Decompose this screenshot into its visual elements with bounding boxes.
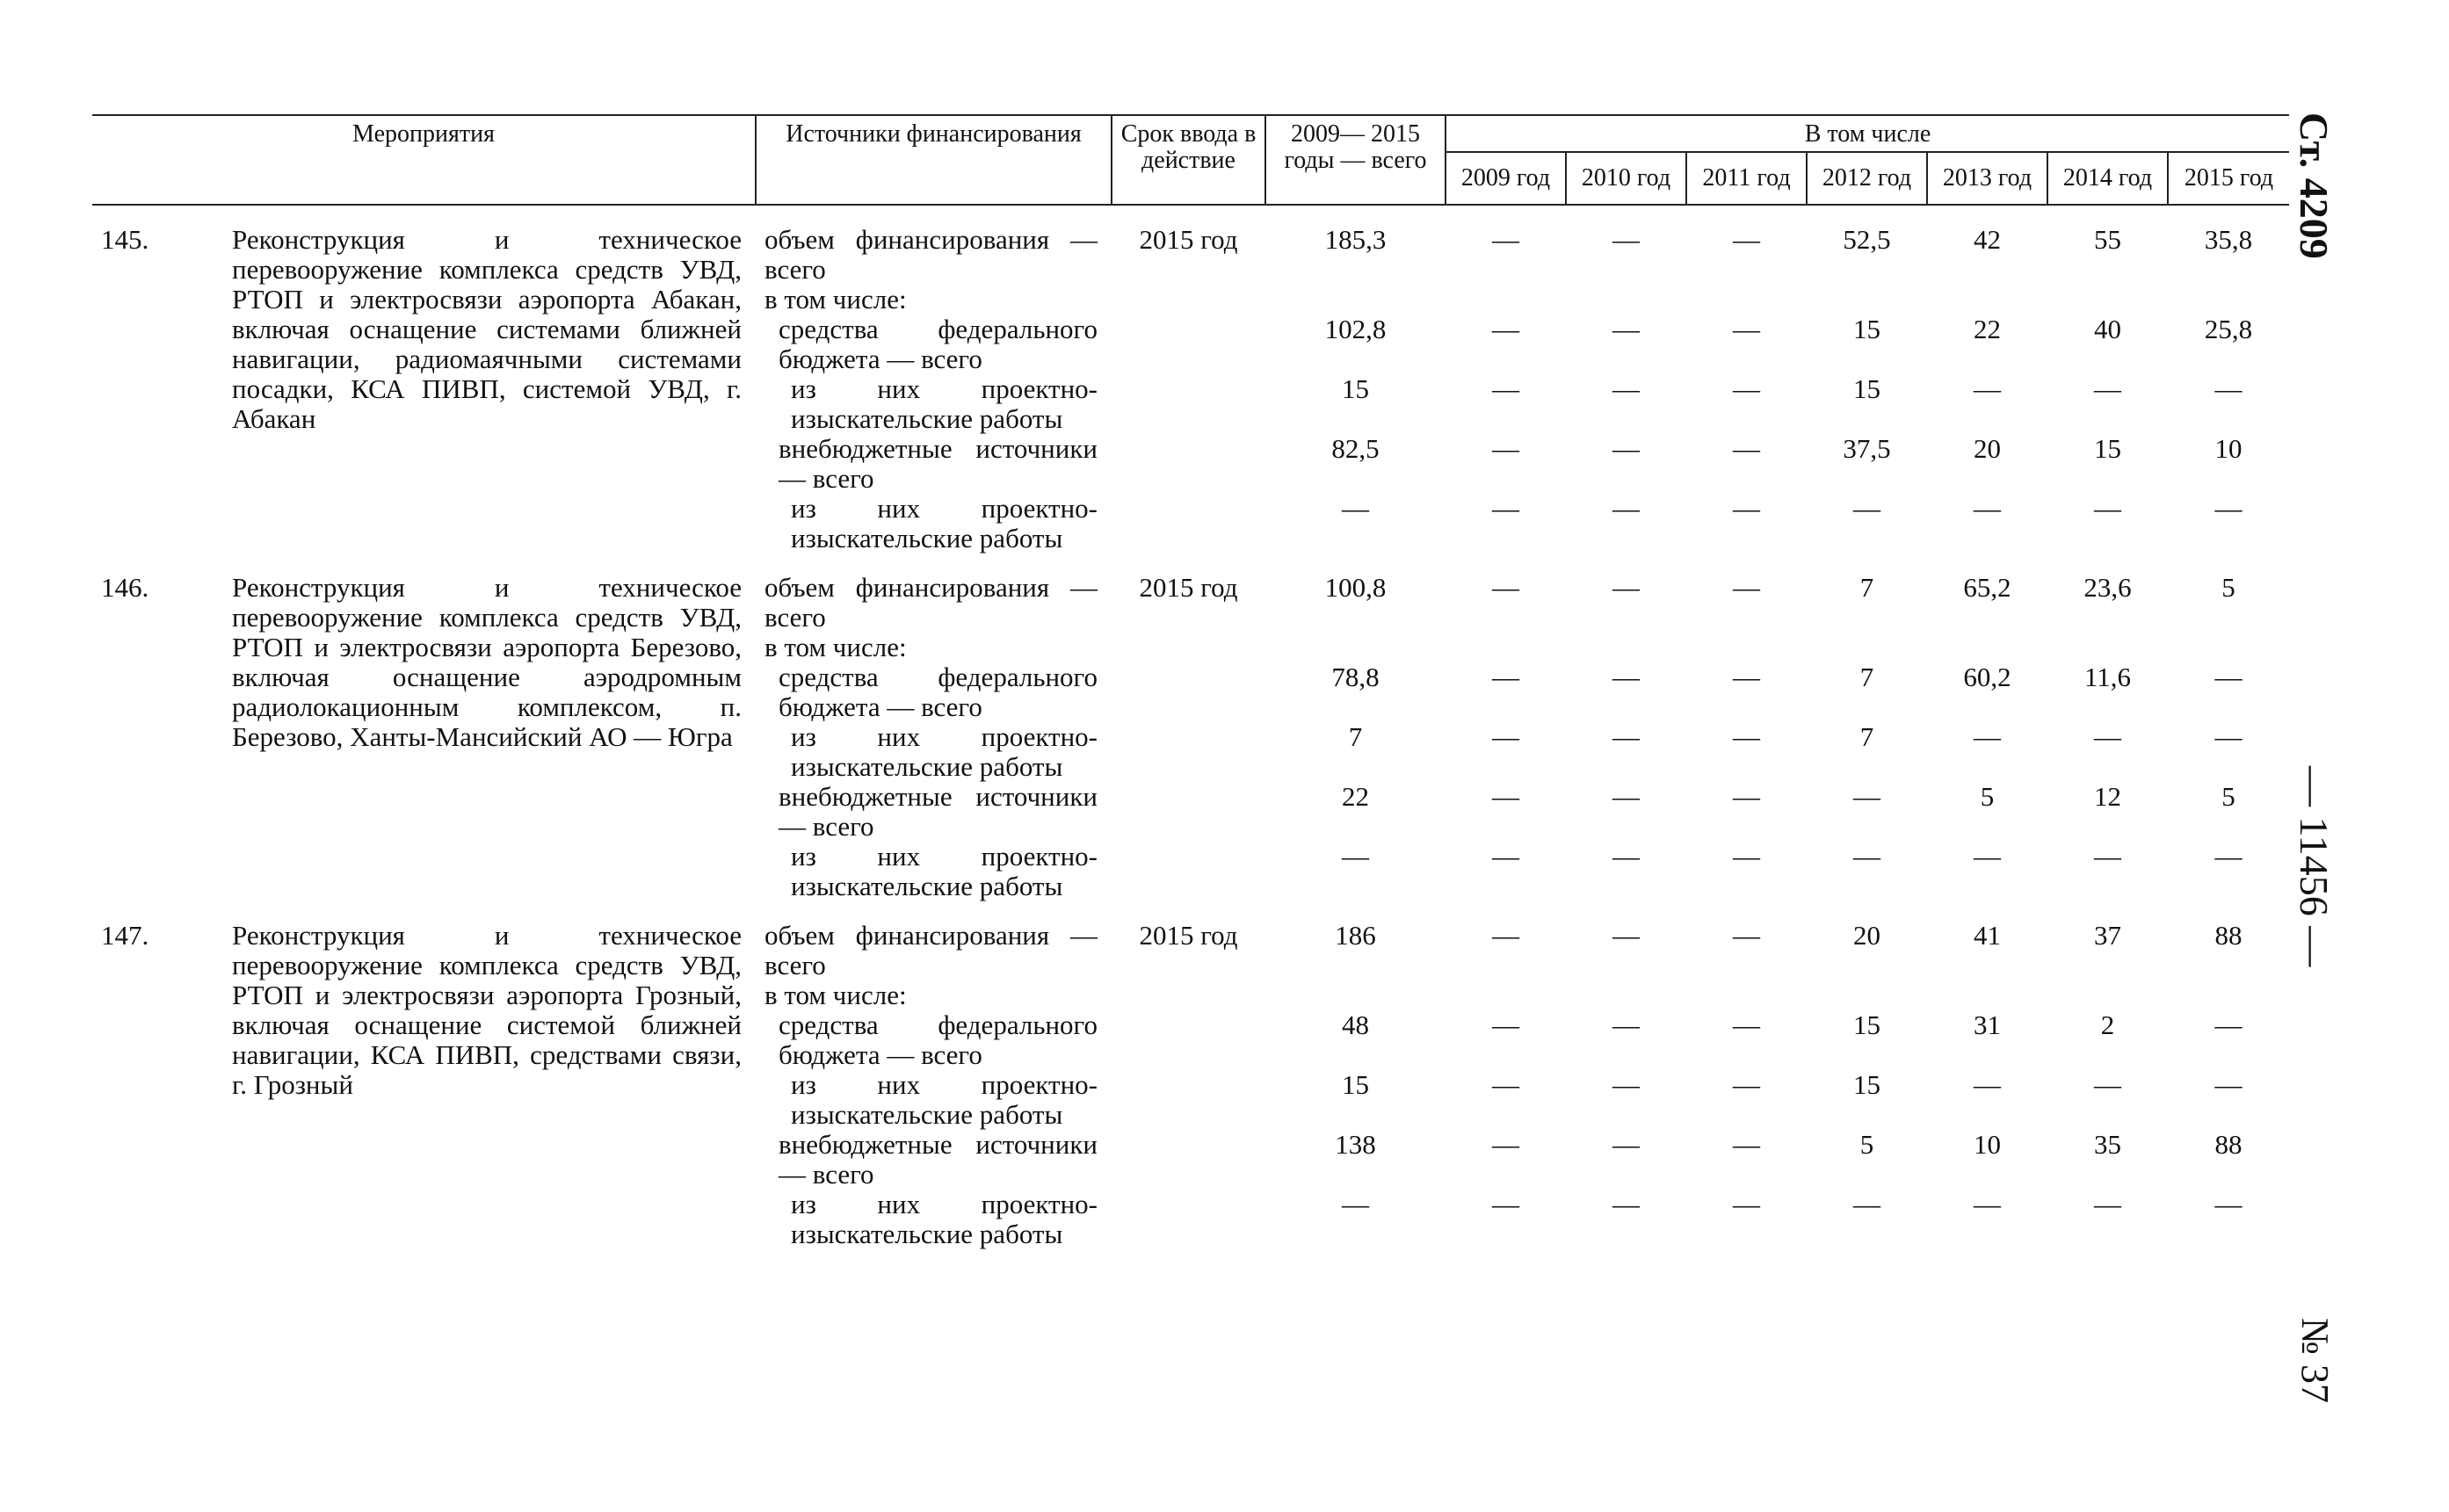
year-value-cell: — [1974, 493, 2001, 524]
year-value-cell [1927, 285, 2047, 315]
header-year: 2013 год [1927, 152, 2047, 205]
year-value-cell: 12 [2094, 781, 2121, 812]
year-value-cell [1927, 633, 2047, 662]
year-value-cell: — [2214, 1009, 2243, 1040]
year-value-cell: 37 [2094, 920, 2121, 951]
source-cell: в том числе: [764, 632, 907, 662]
total-cell: 78,8 [1331, 662, 1380, 692]
header-activities: Мероприятия [92, 115, 756, 205]
year-value-cell [1686, 980, 1807, 1010]
year-value-cell: — [1612, 224, 1640, 255]
source-cell: объем финансирования — всего [764, 224, 1098, 285]
year-value-cell [2168, 980, 2289, 1010]
year-value-cell: — [1492, 314, 1519, 344]
year-value-cell: — [1974, 1189, 2001, 1219]
year-value-cell: 35 [2094, 1129, 2121, 1160]
year-value-cell: — [2214, 721, 2243, 752]
header-year: 2014 год [2047, 152, 2168, 205]
source-cell: из них проектно-изыскательские работы [791, 1189, 1098, 1249]
header-year: 2012 год [1807, 152, 1927, 205]
year-value-cell: — [1733, 1189, 1760, 1219]
year-value-cell: — [1612, 314, 1640, 344]
year-value-cell [1566, 633, 1686, 662]
year-value-cell: — [2094, 721, 2121, 752]
year-value-cell [1807, 633, 1927, 662]
year-value-cell: — [1733, 920, 1760, 951]
year-value-cell: — [1492, 662, 1519, 692]
year-value-cell [1566, 285, 1686, 315]
source-cell: внебюджетные источники — всего [779, 1129, 1098, 1190]
table-header [92, 115, 2289, 205]
table-row [92, 553, 2289, 633]
total-cell: 185,3 [1324, 224, 1387, 255]
year-value-cell: 31 [1974, 1009, 2001, 1040]
year-value-cell: — [1853, 1189, 1880, 1219]
year-value-cell: — [1974, 1069, 2001, 1100]
year-value-cell: — [1733, 572, 1760, 603]
year-value-cell [2047, 980, 2168, 1010]
year-value-cell [2047, 285, 2168, 315]
year-value-cell: — [1733, 224, 1760, 255]
year-value-cell: — [1612, 1069, 1640, 1100]
year-value-cell: 15 [2094, 433, 2121, 464]
year-value-cell: 40 [2094, 314, 2121, 344]
term-cell: 2015 год [1139, 920, 1238, 951]
year-value-cell [1445, 980, 1566, 1010]
term-cell: 2015 год [1139, 224, 1238, 255]
year-value-cell: — [1492, 781, 1519, 812]
year-value-cell: — [1853, 493, 1880, 524]
year-value-cell: — [1612, 572, 1640, 603]
year-value-cell [1445, 285, 1566, 315]
year-value-cell: — [1612, 373, 1640, 404]
year-value-cell: 41 [1974, 920, 2001, 951]
year-value-cell: — [1733, 662, 1760, 692]
row-number: 145. [101, 224, 149, 255]
year-value-cell: 5 [1980, 781, 1995, 812]
source-cell: средства федерального бюджета — всего [779, 662, 1098, 722]
source-cell: объем финансирования — всего [764, 572, 1098, 633]
source-cell: средства федерального бюджета — всего [779, 314, 1098, 374]
year-value-cell: 65,2 [1963, 572, 2011, 603]
year-value-cell: — [1733, 373, 1760, 404]
financing-table [92, 114, 2289, 1249]
source-cell: из них проектно-изыскательские работы [791, 373, 1098, 434]
total-cell: 15 [1342, 373, 1369, 404]
source-cell: внебюджетные источники — всего [779, 781, 1098, 842]
total-cell [1265, 633, 1445, 662]
year-value-cell: — [2094, 841, 2121, 872]
year-value-cell: — [2094, 1069, 2121, 1100]
year-value-cell: — [1974, 841, 2001, 872]
year-value-cell [1807, 285, 1927, 315]
year-value-cell [2047, 633, 2168, 662]
year-value-cell: 35,8 [2204, 224, 2253, 255]
year-value-cell: — [1733, 841, 1760, 872]
year-value-cell [1807, 980, 1927, 1010]
row-number: 147. [101, 920, 149, 951]
header-including: В том числе [1445, 115, 2289, 152]
header-year: 2009 год [1445, 152, 1566, 205]
total-cell: — [1342, 1189, 1369, 1219]
year-value-cell: 20 [1853, 920, 1880, 951]
source-cell: в том числе: [764, 980, 907, 1010]
year-value-cell: — [1612, 1009, 1640, 1040]
year-value-cell: — [1733, 1009, 1760, 1040]
total-cell: 22 [1342, 781, 1369, 812]
year-value-cell: — [1974, 373, 2001, 404]
year-value-cell: 15 [1853, 314, 1880, 344]
year-value-cell: 5 [1859, 1129, 1874, 1160]
year-value-cell: — [1492, 493, 1519, 524]
total-cell: — [1342, 841, 1369, 872]
year-value-cell: — [2214, 1189, 2243, 1219]
year-value-cell: — [1492, 841, 1519, 872]
year-value-cell: — [1612, 1129, 1640, 1160]
document-number: — 11456 — [2292, 766, 2337, 967]
year-value-cell: — [1733, 1129, 1760, 1160]
year-value-cell: 25,8 [2204, 314, 2253, 344]
year-value-cell: 22 [1974, 314, 2001, 344]
source-cell: средства федерального бюджета — всего [779, 1009, 1098, 1070]
year-value-cell: — [2094, 373, 2121, 404]
year-value-cell: 7 [1859, 721, 1874, 752]
year-value-cell: — [1733, 493, 1760, 524]
table-row [92, 205, 2289, 285]
source-cell: внебюджетные источники — всего [779, 433, 1098, 494]
year-value-cell: — [1492, 1189, 1519, 1219]
year-value-cell: — [1733, 433, 1760, 464]
year-value-cell: — [1974, 721, 2001, 752]
year-value-cell: — [1733, 1069, 1760, 1100]
table-body [92, 205, 2289, 1249]
year-value-cell: 11,6 [2083, 662, 2132, 692]
total-cell: 186 [1335, 920, 1376, 951]
year-value-cell: — [2214, 493, 2243, 524]
year-value-cell: — [1492, 1069, 1519, 1100]
year-value-cell: — [2094, 493, 2121, 524]
year-value-cell: — [1853, 841, 1880, 872]
year-value-cell: — [1612, 781, 1640, 812]
source-cell: в том числе: [764, 284, 907, 315]
year-value-cell: 88 [2214, 1129, 2243, 1160]
year-value-cell: 5 [2221, 572, 2235, 603]
year-value-cell: 2 [2100, 1009, 2115, 1040]
year-value-cell: — [1612, 721, 1640, 752]
total-cell: 15 [1342, 1069, 1369, 1100]
table-row [92, 901, 2289, 980]
source-cell: объем финансирования — всего [764, 920, 1098, 980]
term-cell: 2015 год [1139, 572, 1238, 603]
total-cell: 7 [1348, 721, 1363, 752]
source-cell: из них проектно-изыскательские работы [791, 721, 1098, 782]
year-value-cell: 88 [2214, 920, 2243, 951]
year-value-cell: — [1492, 224, 1519, 255]
year-value-cell: 7 [1859, 662, 1874, 692]
year-value-cell: — [2214, 373, 2243, 404]
activity-cell: Реконструкция и техническое перевооружение комплекса средств УВД, РТОП и электросвязи аэропорта Грозный, включая оснащение системой ближней навигации, КСА ПИВП, средствами связи, г. Грозный [232, 920, 742, 1100]
year-value-cell: — [2214, 841, 2243, 872]
issue-number: № 37 [2293, 1318, 2337, 1403]
year-value-cell: — [1612, 433, 1640, 464]
year-value-cell: — [1492, 373, 1519, 404]
page-reference: Ст. 4209 [2292, 112, 2337, 259]
year-value-cell: — [1612, 1189, 1640, 1219]
year-value-cell: — [1612, 493, 1640, 524]
year-value-cell: — [1492, 433, 1519, 464]
year-value-cell [1566, 980, 1686, 1010]
year-value-cell: — [1612, 662, 1640, 692]
year-value-cell: 42 [1974, 224, 2001, 255]
year-value-cell: 52,5 [1843, 224, 1891, 255]
year-value-cell: — [1612, 841, 1640, 872]
year-value-cell: — [1853, 781, 1880, 812]
year-value-cell [2168, 633, 2289, 662]
header-year: 2015 год [2168, 152, 2289, 205]
year-value-cell: 10 [2214, 433, 2243, 464]
activity-cell: Реконструкция и техническое перевооружение комплекса средств УВД, РТОП и электросвязи аэропорта Березово, включая оснащение аэродромным радиолокационным комплексом, п. Березово, Ханты-Мансийский АО — Югра [232, 572, 742, 752]
year-value-cell: — [1492, 1009, 1519, 1040]
total-cell: 100,8 [1324, 572, 1387, 603]
header-year: 2010 год [1566, 152, 1686, 205]
total-cell: 138 [1335, 1129, 1376, 1160]
year-value-cell: — [1612, 920, 1640, 951]
year-value-cell: 37,5 [1843, 433, 1891, 464]
header-total: 2009— 2015 годы — всего [1265, 115, 1445, 205]
activity-cell: Реконструкция и техническое перевооружение комплекса средств УВД, РТОП и электросвязи аэропорта Абакан, включая оснащение системами ближней навигации, радиомаячными системами посадки, КСА ПИВП, системой УВД, г. Абакан [232, 224, 742, 434]
year-value-cell: — [1492, 721, 1519, 752]
year-value-cell: 15 [1853, 373, 1880, 404]
year-value-cell: — [1733, 314, 1760, 344]
year-value-cell: 5 [2221, 781, 2235, 812]
source-cell: из них проектно-изыскательские работы [791, 841, 1098, 901]
year-value-cell [1686, 633, 1807, 662]
year-value-cell: 10 [1974, 1129, 2001, 1160]
year-value-cell: — [1733, 781, 1760, 812]
year-value-cell: — [1492, 572, 1519, 603]
total-cell: 82,5 [1331, 433, 1380, 464]
year-value-cell [2168, 285, 2289, 315]
year-value-cell: 23,6 [2083, 572, 2132, 603]
year-value-cell: 55 [2094, 224, 2121, 255]
total-cell [1265, 980, 1445, 1010]
year-value-cell: — [2214, 1069, 2243, 1100]
source-cell: из них проектно-изыскательские работы [791, 493, 1098, 553]
year-value-cell: — [1492, 920, 1519, 951]
year-value-cell: 15 [1853, 1009, 1880, 1040]
total-cell [1265, 285, 1445, 315]
header-term: Срок ввода в действие [1112, 115, 1265, 205]
year-value-cell: — [1733, 721, 1760, 752]
year-value-cell [1927, 980, 2047, 1010]
year-value-cell: 15 [1853, 1069, 1880, 1100]
total-cell: 102,8 [1324, 314, 1387, 344]
header-year: 2011 год [1686, 152, 1807, 205]
year-value-cell: — [2094, 1189, 2121, 1219]
source-cell: из них проектно-изыскательские работы [791, 1069, 1098, 1130]
year-value-cell: 60,2 [1963, 662, 2011, 692]
total-cell: 48 [1342, 1009, 1369, 1040]
total-cell: — [1342, 493, 1369, 524]
year-value-cell: 7 [1859, 572, 1874, 603]
header-sources: Источники финансирования [756, 115, 1112, 205]
year-value-cell [1686, 285, 1807, 315]
year-value-cell: 20 [1974, 433, 2001, 464]
year-value-cell [1445, 633, 1566, 662]
row-number: 146. [101, 572, 149, 603]
year-value-cell: — [2214, 662, 2243, 692]
year-value-cell: — [1492, 1129, 1519, 1160]
